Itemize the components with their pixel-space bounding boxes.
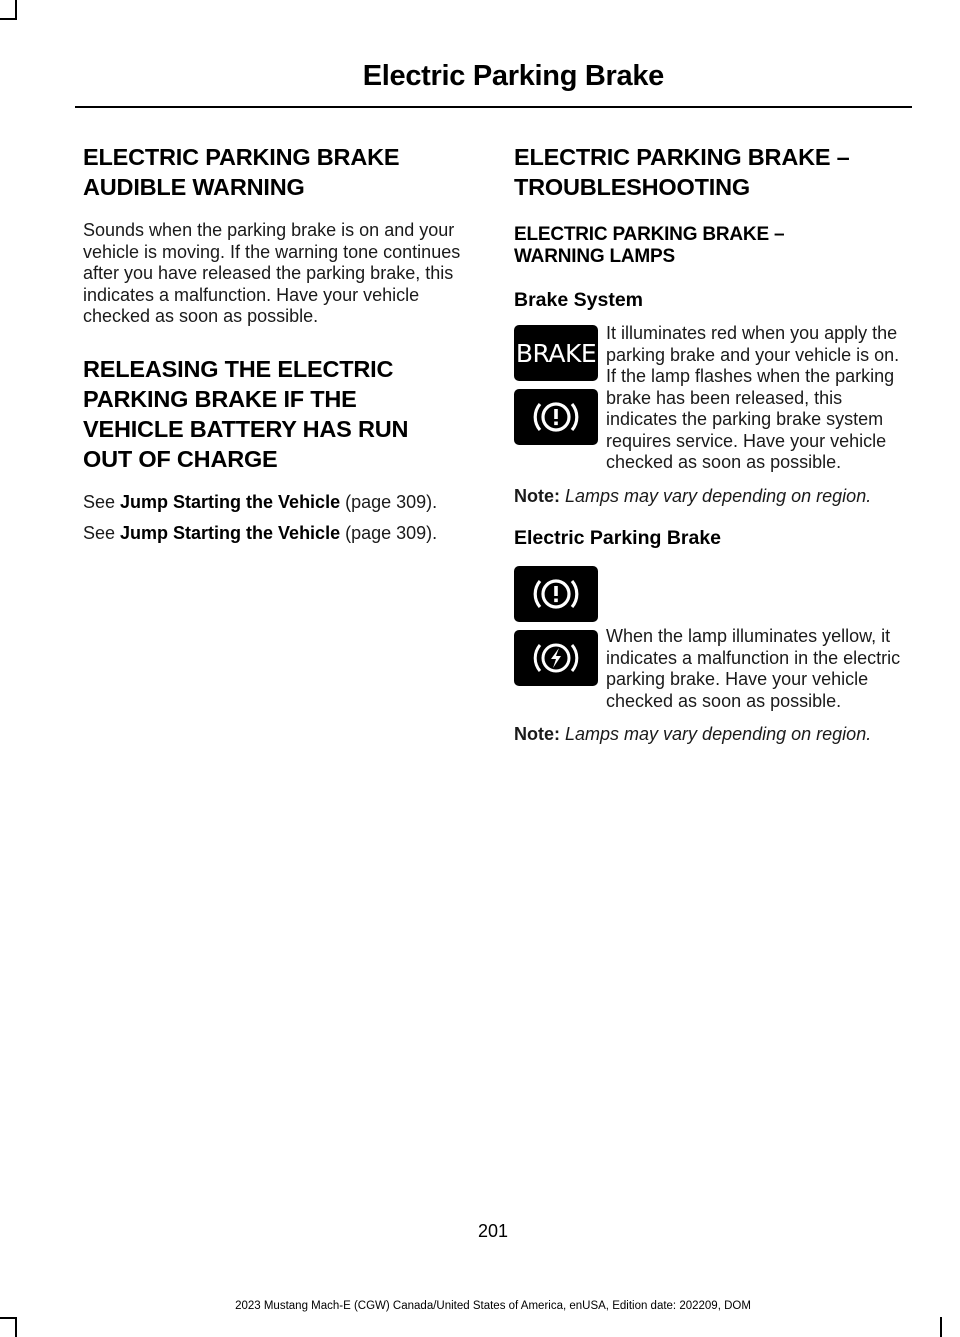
ref-prefix: See bbox=[83, 523, 121, 543]
edition-info: 2023 Mustang Mach-E (CGW) Canada/United States of America, enUSA, Edition date: 202209, DOM bbox=[235, 1300, 751, 1312]
cross-reference-link[interactable]: Jump Starting the Vehicle bbox=[120, 491, 341, 512]
cross-reference bbox=[83, 492, 475, 514]
epb-warning-lamp-icon bbox=[514, 566, 598, 622]
section-heading-releasing bbox=[83, 354, 475, 474]
heading-line: AUDIBLE WARNING bbox=[83, 174, 305, 200]
brake-warning-symbol-icon bbox=[526, 395, 586, 439]
crop-mark bbox=[15, 1317, 17, 1337]
brake-warning-symbol-icon bbox=[526, 572, 586, 616]
epb-block bbox=[514, 564, 910, 712]
ref-suffix: (page 309). bbox=[340, 523, 438, 543]
brake-warning-lamp-icon bbox=[514, 389, 598, 445]
note-label: Note: bbox=[514, 724, 560, 744]
page-title: Electric Parking Brake bbox=[362, 60, 664, 92]
page-header bbox=[75, 56, 912, 108]
heading-line: TROUBLESHOOTING bbox=[514, 174, 750, 200]
heading-line: VEHICLE BATTERY HAS RUN bbox=[83, 415, 409, 442]
crop-mark bbox=[15, 0, 17, 20]
brake-system-lamps bbox=[514, 325, 598, 453]
brake-lamp-label: BRAKE bbox=[515, 338, 597, 368]
note-label: Note: bbox=[514, 485, 560, 506]
section-heading-audible-warning bbox=[83, 142, 475, 202]
crop-mark bbox=[940, 1317, 942, 1337]
brake-system-block bbox=[514, 323, 910, 474]
audible-warning-text: Sounds when the parking brake is on and your vehicle is moving. If the warning tone continues after you have released the parking brake, this indicates a malfunction. Have your vehicle checked as soon as possible. bbox=[83, 220, 461, 326]
cross-reference-link[interactable]: Jump Starting the Vehicle bbox=[120, 523, 341, 543]
heading-line: RELEASING THE ELECTRIC bbox=[83, 355, 394, 382]
heading-line: ELECTRIC PARKING BRAKE – bbox=[514, 144, 850, 170]
heading-line: PARKING BRAKE IF THE bbox=[83, 385, 357, 412]
left-column bbox=[83, 142, 475, 545]
heading-line: OUT OF CHARGE bbox=[83, 445, 278, 472]
brake-system-title: Brake System bbox=[514, 289, 643, 311]
epb-text: When the lamp illuminates yellow, it indicates a malfunction in the electric parking brake. Have your vehicle checked as soon as possible. bbox=[606, 626, 901, 711]
epb-lightning-symbol-icon bbox=[526, 636, 586, 680]
crop-mark bbox=[0, 18, 17, 20]
epb-lamps bbox=[514, 566, 598, 694]
ref-prefix: See bbox=[83, 491, 121, 512]
heading-line: ELECTRIC PARKING BRAKE bbox=[83, 144, 400, 170]
right-column bbox=[514, 142, 910, 746]
subheading-warning-lamps: ELECTRIC PARKING BRAKE – WARNING LAMPS bbox=[514, 224, 785, 267]
brake-system-note bbox=[514, 486, 910, 508]
page-number: 201 bbox=[477, 1221, 509, 1241]
epb-title: Electric Parking Brake bbox=[514, 527, 722, 549]
brake-text-lamp-icon bbox=[514, 325, 598, 381]
note-text: Lamps may vary depending on region. bbox=[565, 485, 872, 506]
epb-malfunction-lamp-icon bbox=[514, 630, 598, 686]
section-heading-troubleshooting bbox=[514, 142, 910, 202]
brake-system-text: It illuminates red when you apply the parking brake and your vehicle is on. If the lamp flashes when the parking brake has been released, this indicates the parking brake system requires service. Have your vehicle checked as soon as possible. bbox=[606, 323, 900, 472]
crop-mark bbox=[0, 1317, 17, 1319]
ref-suffix: (page 309). bbox=[340, 491, 438, 512]
epb-note bbox=[514, 724, 910, 746]
cross-reference bbox=[83, 523, 475, 545]
note-text: Lamps may vary depending on region. bbox=[565, 724, 872, 744]
